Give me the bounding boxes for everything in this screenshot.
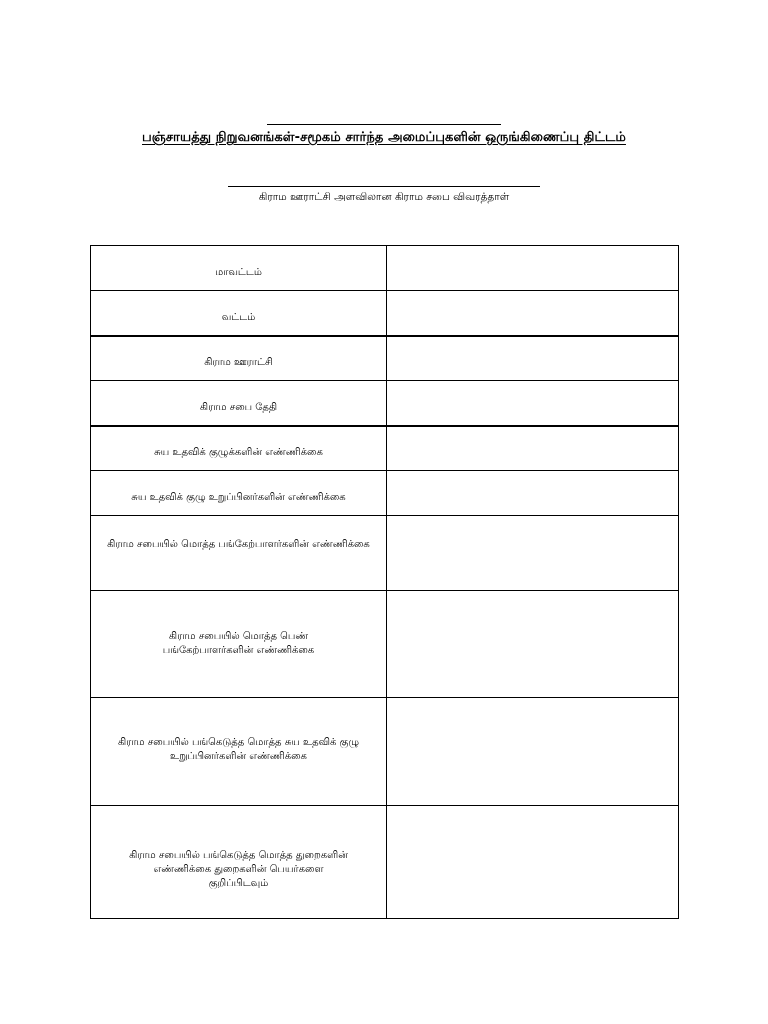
form-label-text: கிராம சபையில் பங்கெடுத்த மொத்த துறைகளின் எண்ணிக்கை துறைகளின் பெயர்களை குறிப்பிடவும் xyxy=(129,850,348,889)
form-label xyxy=(91,291,387,336)
form-value-field[interactable] xyxy=(387,516,679,591)
form-row-shg-count xyxy=(91,426,679,471)
form-value-field[interactable] xyxy=(387,591,679,698)
form-row-village-panchayat xyxy=(91,336,679,381)
form-label xyxy=(91,516,387,591)
form-label xyxy=(91,698,387,806)
form-row-shg-member-count xyxy=(91,471,679,516)
form-row-taluk xyxy=(91,291,679,336)
form-label-text: வட்டம் xyxy=(221,311,256,323)
form-label xyxy=(91,806,387,919)
form-label xyxy=(91,246,387,291)
form-label xyxy=(91,591,387,698)
title-top-rule xyxy=(267,124,501,125)
form-row-women-participants xyxy=(91,591,679,698)
form-label-text: கிராம சபை தேதி xyxy=(199,401,278,413)
village-sabha-form-table xyxy=(90,245,679,919)
subtitle-top-rule xyxy=(228,186,540,187)
form-value-field[interactable] xyxy=(387,246,679,291)
form-row-shg-member-participants xyxy=(91,698,679,806)
form-label xyxy=(91,471,387,516)
form-label-text: சுய உதவிக் குழு உறுப்பினர்களின் எண்ணிக்கை xyxy=(131,492,346,503)
form-label-text: மாவட்டம் xyxy=(215,267,262,278)
document-title: பஞ்சாயத்து நிறுவனங்கள்-சமூகம் சார்ந்த அமைப்புகளின் ஒருங்கிணைப்பு திட்டம் xyxy=(142,130,626,145)
form-label-text: கிராம ஊராட்சி xyxy=(204,357,273,369)
form-value-field[interactable] xyxy=(387,698,679,806)
document-subtitle: கிராம ஊராட்சி அளவிலான கிராம சபை விவரத்தாள் xyxy=(258,191,510,203)
form-value-field[interactable] xyxy=(387,381,679,426)
form-label-text: கிராம சபையில் மொத்த பெண் பங்கேற்பாளர்களின் எண்ணிக்கை xyxy=(162,631,315,656)
form-label xyxy=(91,426,387,471)
form-label xyxy=(91,381,387,426)
form-row-departments xyxy=(91,806,679,919)
form-row-sabha-date xyxy=(91,381,679,426)
form-value-field[interactable] xyxy=(387,426,679,471)
form-label-text: சுய உதவிக் குழுக்களின் எண்ணிக்கை xyxy=(154,447,323,459)
form-label xyxy=(91,336,387,381)
form-label-text: கிராம சபையில் மொத்த பங்கேற்பாளர்களின் எண்ணிக்கை xyxy=(107,539,370,550)
form-value-field[interactable] xyxy=(387,806,679,919)
form-value-field[interactable] xyxy=(387,336,679,381)
form-label-text: கிராம சபையில் பங்கெடுத்த மொத்த சுய உதவிக் குழு உறுப்பினர்களின் எண்ணிக்கை xyxy=(117,736,360,762)
form-value-field[interactable] xyxy=(387,471,679,516)
form-value-field[interactable] xyxy=(387,291,679,336)
form-row-district xyxy=(91,246,679,291)
form-row-total-participants xyxy=(91,516,679,591)
